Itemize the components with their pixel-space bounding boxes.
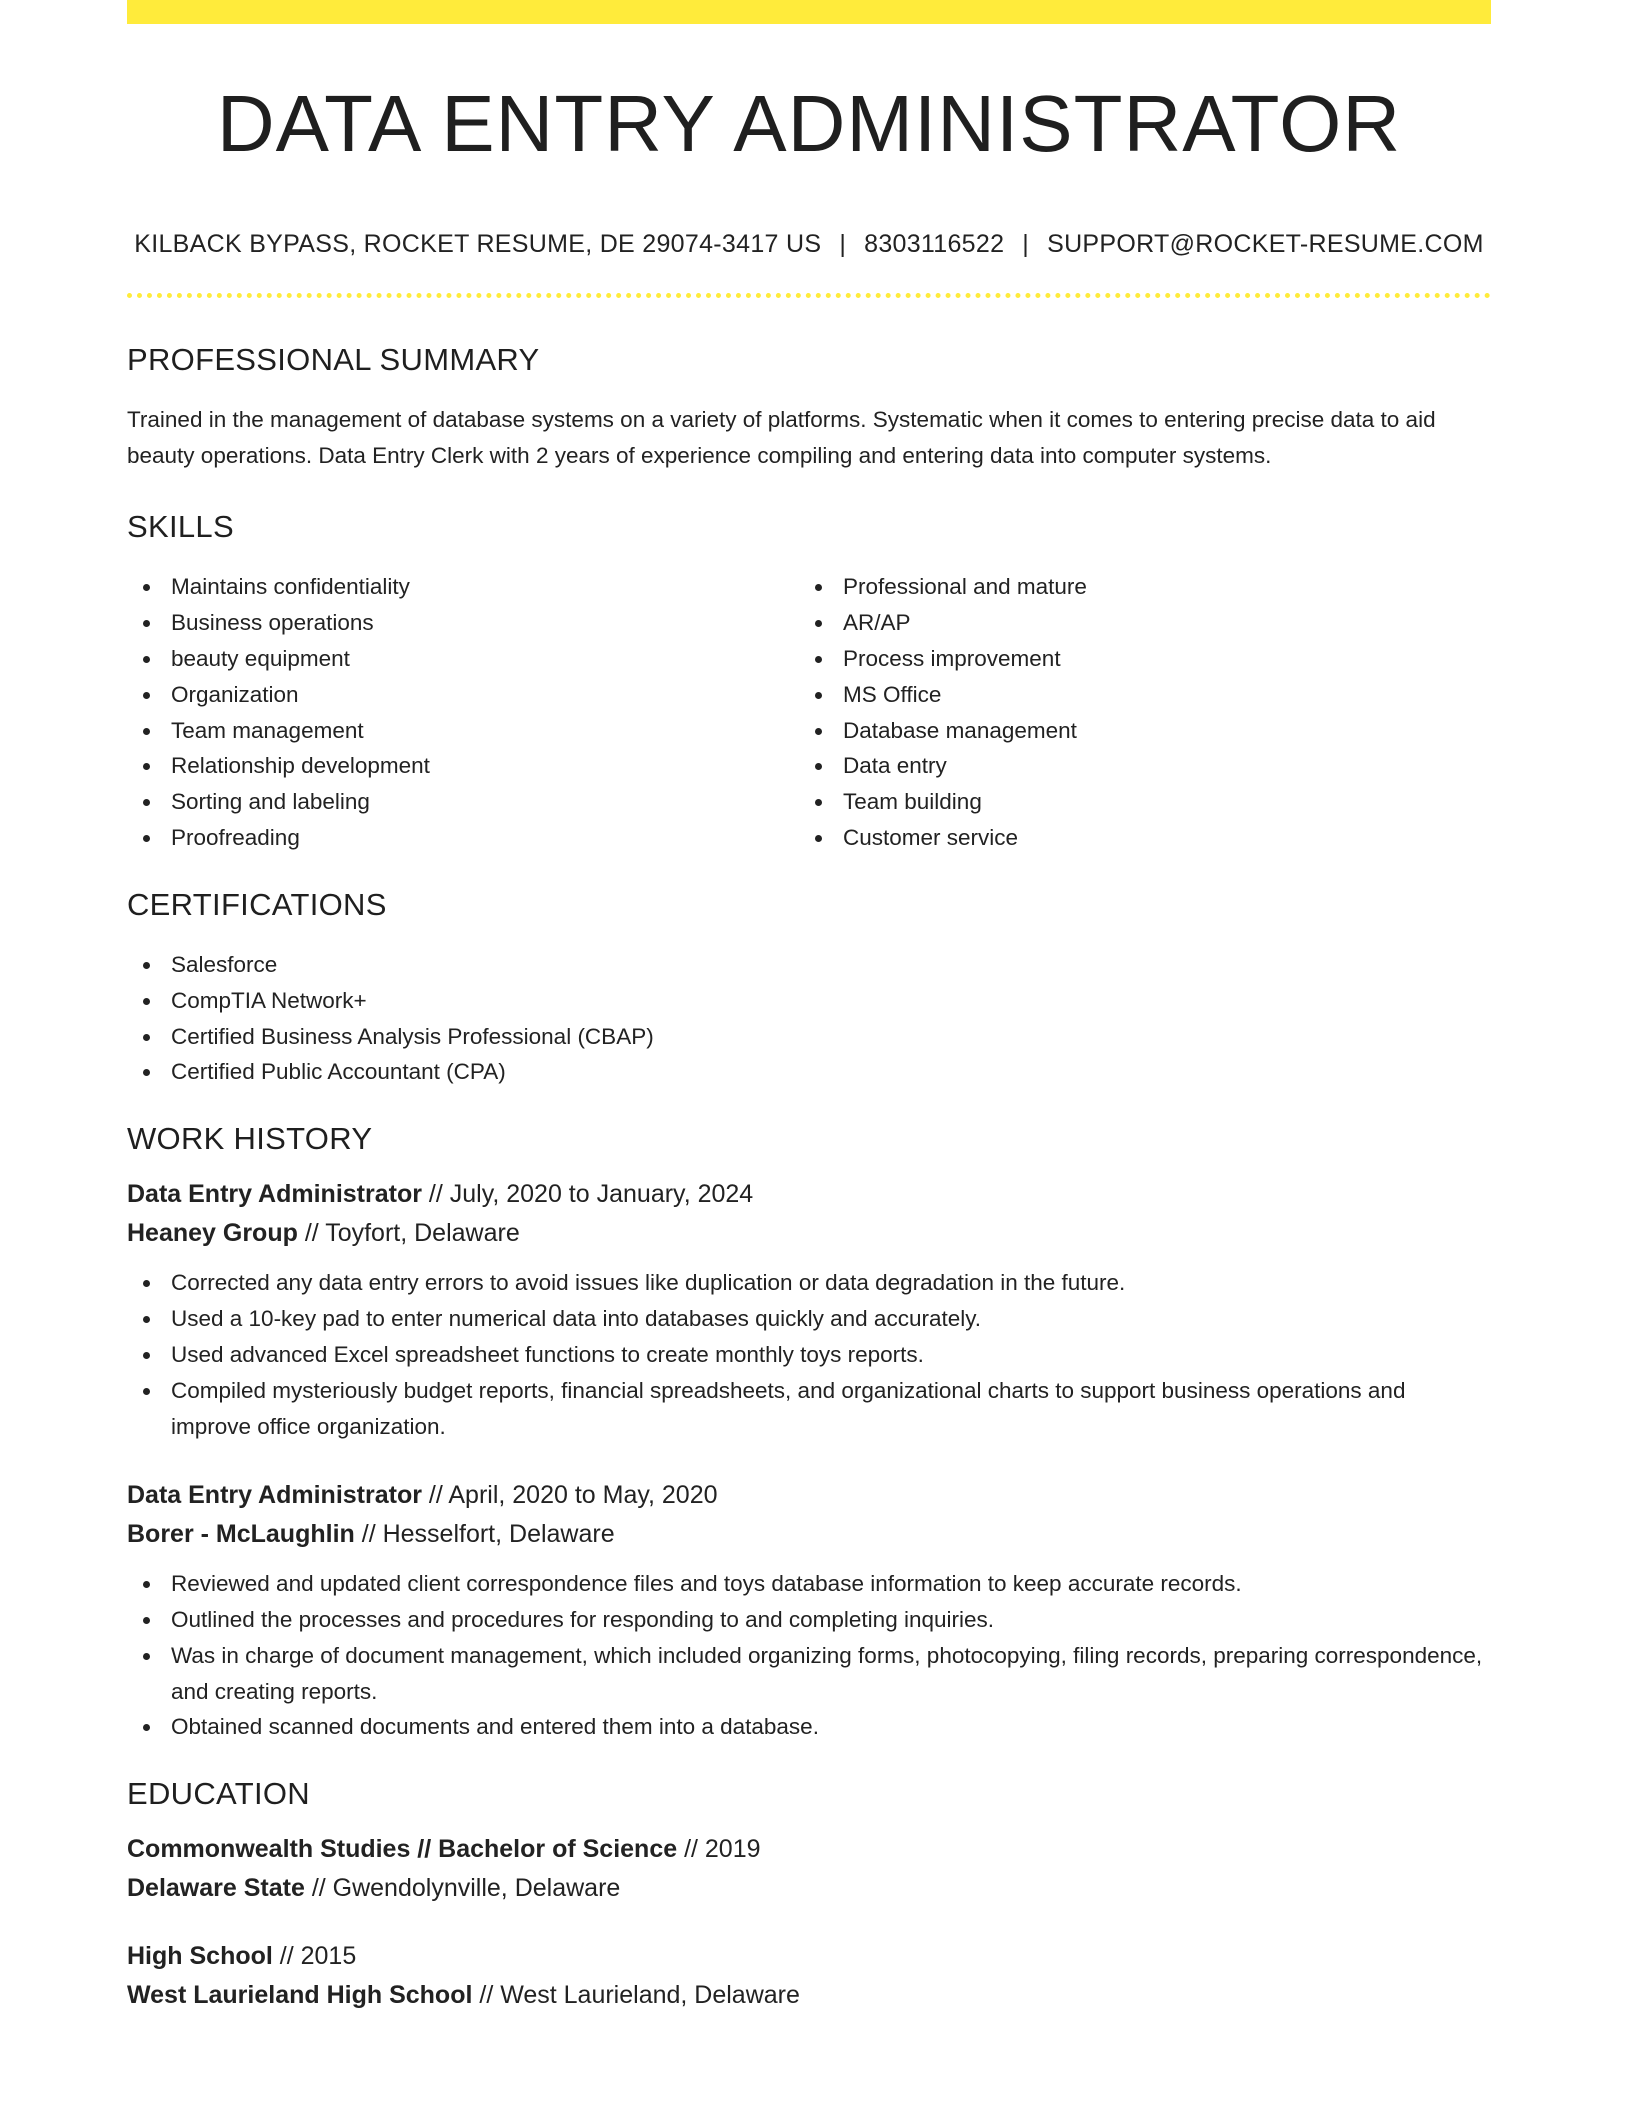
skill-item: Team management <box>127 713 799 749</box>
skill-item: Process improvement <box>799 641 1471 677</box>
education-location: // Gwendolynville, Delaware <box>304 1874 621 1903</box>
skill-item: beauty equipment <box>127 641 799 677</box>
job-duty-item: Used advanced Excel spreadsheet functions to create monthly toys reports. <box>127 1337 1491 1373</box>
job-role-line <box>127 1476 1491 1515</box>
certifications-list <box>127 947 1491 1090</box>
skill-item: Sorting and labeling <box>127 784 799 820</box>
skill-item: AR/AP <box>799 605 1471 641</box>
education-school-line <box>127 1976 1491 2015</box>
skills-heading: SKILLS <box>127 509 234 545</box>
education-year: // 2019 <box>677 1835 761 1864</box>
education-degree: High School <box>127 1942 273 1971</box>
job-role: Data Entry Administrator <box>127 1481 422 1510</box>
contact-separator: | <box>839 230 847 258</box>
job-duty-item: Compiled mysteriously budget reports, financial spreadsheets, and organizational charts to support business operations and improve office organization. <box>127 1373 1491 1445</box>
skill-item: Customer service <box>799 820 1471 856</box>
summary-heading: PROFESSIONAL SUMMARY <box>127 342 540 377</box>
job-role-line <box>127 1175 1491 1214</box>
certification-item: CompTIA Network+ <box>127 983 1491 1019</box>
contact-phone: 8303116522 <box>864 230 1005 258</box>
education-school: Delaware State <box>127 1874 305 1903</box>
skills-column-right <box>799 569 1471 855</box>
contact-address: KILBACK BYPASS, ROCKET RESUME, DE 29074-3417 US <box>134 230 822 258</box>
job-location: // Hesselfort, Delaware <box>354 1520 615 1549</box>
skill-item: Maintains confidentiality <box>127 569 799 605</box>
job-duties-list <box>127 1265 1491 1444</box>
contact-separator: | <box>1022 230 1030 258</box>
skills-grid <box>127 569 1491 855</box>
job-duty-item: Corrected any data entry errors to avoid issues like duplication or data degradation in the future. <box>127 1265 1491 1301</box>
resume-page <box>127 0 1491 2015</box>
certification-item: Certified Public Accountant (CPA) <box>127 1054 1491 1090</box>
skill-item: Organization <box>127 677 799 713</box>
contact-line <box>127 230 1491 259</box>
work-history-heading: WORK HISTORY <box>127 1121 373 1157</box>
job-role: Data Entry Administrator <box>127 1180 422 1209</box>
certification-item: Salesforce <box>127 947 1491 983</box>
certification-item: Certified Business Analysis Professional (CBAP) <box>127 1019 1491 1055</box>
contact-email: SUPPORT@ROCKET-RESUME.COM <box>1047 230 1484 258</box>
job-company-line <box>127 1515 1491 1554</box>
accent-top-bar <box>127 0 1491 24</box>
skill-item: Proofreading <box>127 820 799 856</box>
skill-item: MS Office <box>799 677 1471 713</box>
skill-item: Relationship development <box>127 748 799 784</box>
education-heading: EDUCATION <box>127 1776 310 1812</box>
education-degree-line <box>127 1830 1491 1869</box>
job-company-line <box>127 1214 1491 1253</box>
skills-column-left <box>127 569 799 855</box>
resume-name-title: DATA ENTRY ADMINISTRATOR <box>216 79 1402 168</box>
skill-item: Professional and mature <box>799 569 1471 605</box>
education-location: // West Laurieland, Delaware <box>472 1981 800 2010</box>
job-dates: // July, 2020 to January, 2024 <box>421 1180 754 1209</box>
education-school: West Laurieland High School <box>127 1981 473 2010</box>
job-dates: // April, 2020 to May, 2020 <box>421 1481 718 1510</box>
job-duty-item: Was in charge of document management, which included organizing forms, photocopying, filing records, preparing correspondence, and creating reports. <box>127 1638 1491 1710</box>
skill-item: Business operations <box>127 605 799 641</box>
job-duty-item: Obtained scanned documents and entered them into a database. <box>127 1709 1491 1745</box>
job-duty-item: Outlined the processes and procedures for responding to and completing inquiries. <box>127 1602 1491 1638</box>
summary-text: Trained in the management of database systems on a variety of platforms. Systematic when it comes to entering precise data to aid beauty operations. Data Entry Clerk with 2 years of experience compiling and entering data into computer systems. <box>127 407 1436 469</box>
job-duties-list <box>127 1566 1491 1745</box>
certifications-heading: CERTIFICATIONS <box>127 886 387 922</box>
dotted-divider <box>127 293 1491 298</box>
education-degree: Commonwealth Studies // Bachelor of Science <box>127 1835 678 1864</box>
job-company: Heaney Group <box>127 1219 298 1248</box>
education-degree-line <box>127 1937 1491 1976</box>
skill-item: Database management <box>799 713 1471 749</box>
skill-item: Data entry <box>799 748 1471 784</box>
skill-item: Team building <box>799 784 1471 820</box>
education-year: // 2015 <box>272 1942 357 1971</box>
job-company: Borer - McLaughlin <box>127 1520 355 1549</box>
job-location: // Toyfort, Delaware <box>297 1219 520 1248</box>
job-duty-item: Used a 10-key pad to enter numerical data into databases quickly and accurately. <box>127 1301 1491 1337</box>
job-duty-item: Reviewed and updated client correspondence files and toys database information to keep accurate records. <box>127 1566 1491 1602</box>
education-school-line <box>127 1869 1491 1908</box>
